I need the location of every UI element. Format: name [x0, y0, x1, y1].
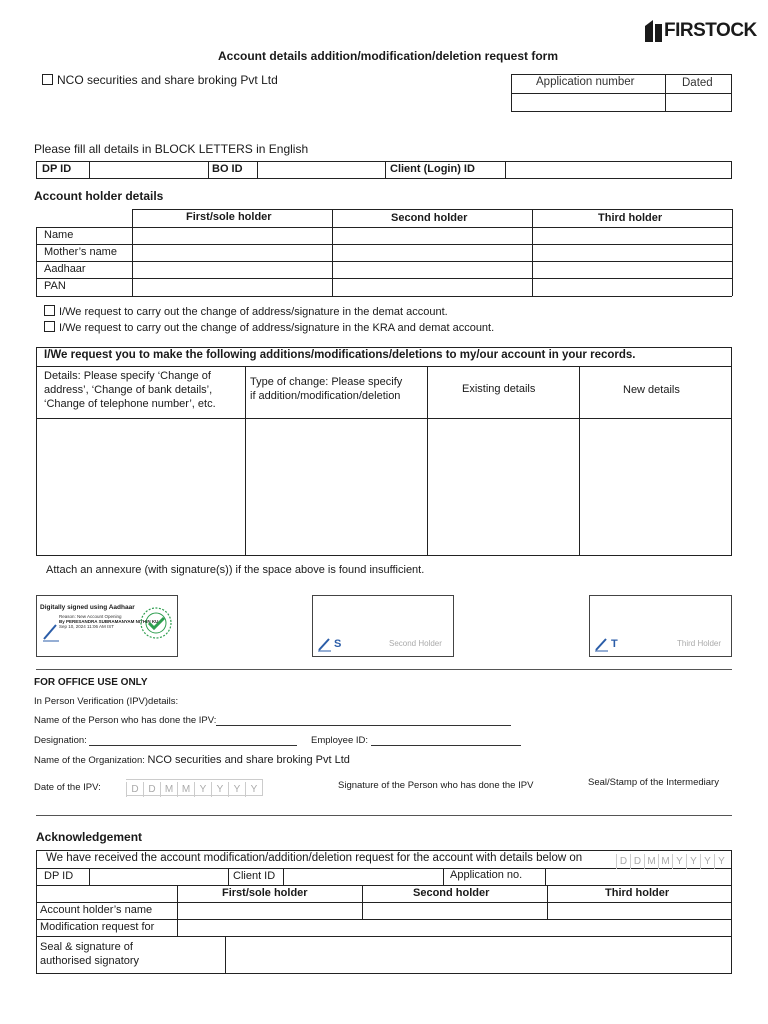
row-label-mothers-name: Mother’s name — [44, 246, 117, 258]
ipv-signature-label: Signature of the Person who has done the IPV — [338, 780, 534, 791]
ipv-person-name-label: Name of the Person who has done the IPV: — [34, 715, 217, 726]
header-second-holder: Second holder — [391, 212, 468, 224]
pen-icon — [594, 636, 610, 652]
ipv-date-box: M — [177, 782, 194, 797]
row-label-name: Name — [44, 229, 74, 241]
form-title: Account details addition/modification/deletion request form — [218, 49, 559, 63]
ack-date-box: Y — [672, 854, 686, 869]
new-details-header: New details — [623, 384, 680, 396]
aadhaar-stamp-date: Sep 10, 2024 11:06 AM IST — [59, 624, 114, 629]
designation-row — [34, 735, 297, 746]
designation-label: Designation: — [34, 735, 87, 746]
ack-seal-signature-line1: Seal & signature of — [40, 941, 133, 953]
existing-details-field[interactable] — [428, 419, 578, 555]
request-demat-checkbox[interactable] — [44, 305, 55, 316]
details-header-line1: Details: Please specify ‘Change of — [44, 370, 211, 382]
bo-id-field[interactable] — [258, 162, 384, 178]
ack-modification-for-label: Modification request for — [40, 921, 155, 933]
request-demat-text: I/We request to carry out the change of address/signature in the demat account. — [59, 306, 448, 318]
divider — [36, 815, 732, 816]
ipv-person-name — [34, 715, 511, 726]
ack-date-box: Y — [686, 854, 700, 869]
ack-seal-signature-field[interactable] — [226, 937, 731, 973]
designation-field[interactable] — [89, 735, 297, 746]
ack-dp-id-label: DP ID — [44, 870, 74, 882]
third-holder-signature — [589, 595, 732, 657]
header-first-holder: First/sole holder — [186, 211, 272, 223]
ack-date-box: D — [616, 854, 630, 869]
first-holder-signature — [36, 595, 178, 657]
request-kra-demat-text: I/We request to carry out the change of address/signature in the KRA and demat account. — [59, 322, 495, 334]
ipv-date-box: D — [126, 782, 143, 797]
ipv-date-box: Y — [245, 782, 262, 797]
aadhaar-stamp-title: Digitally signed using Aadhaar — [40, 604, 135, 611]
employee-id-row — [311, 735, 521, 746]
application-number-field[interactable] — [512, 94, 664, 111]
ipv-date-box: Y — [228, 782, 245, 797]
ack-holder-name-label: Account holder’s name — [40, 904, 153, 916]
second-holder-mark: S — [334, 638, 342, 650]
pen-icon — [41, 622, 61, 642]
ipv-person-name-field[interactable] — [216, 715, 511, 726]
ack-received-text: We have received the account modification/addition/deletion request for the account with details below on — [46, 852, 583, 864]
dp-id-field[interactable] — [90, 162, 207, 178]
ack-application-no-field[interactable] — [546, 869, 731, 884]
bo-id-label: BO ID — [212, 163, 243, 175]
verified-check-icon — [139, 606, 173, 640]
ipv-date-boxes[interactable] — [126, 779, 263, 796]
firstock-logo-icon — [645, 20, 663, 42]
application-number-label: Application number — [536, 76, 635, 88]
ack-client-id-label: Client ID — [233, 870, 276, 882]
ack-application-no-label: Application no. — [450, 869, 523, 881]
ipv-date-box: Y — [211, 782, 228, 797]
header-third-holder: Third holder — [598, 212, 663, 224]
second-holder-signature — [312, 595, 454, 657]
type-header-line1: Type of change: Please specify — [250, 376, 403, 388]
ack-client-id-field[interactable] — [284, 869, 442, 884]
acknowledgement-title: Acknowledgement — [36, 830, 143, 844]
brand-name: FIRSTOCK — [664, 20, 757, 41]
ack-seal-signature-line2: authorised signatory — [40, 955, 140, 967]
ipv-date-box: D — [143, 782, 160, 797]
row-label-aadhaar: Aadhaar — [44, 263, 86, 275]
dp-id-label: DP ID — [42, 163, 72, 175]
account-holder-title: Account holder details — [34, 189, 164, 203]
ack-date-box: M — [644, 854, 658, 869]
instruction-text: Please fill all details in BLOCK LETTERS in English — [34, 142, 309, 156]
ack-date-box: D — [630, 854, 644, 869]
changes-table-title: I/We request you to make the following additions/modifications/deletions to my/our account in your records. — [44, 349, 636, 361]
organization-label: Name of the Organization: — [34, 755, 145, 766]
company-line — [42, 73, 278, 87]
request-demat — [44, 305, 448, 318]
office-use-title: FOR OFFICE USE ONLY — [34, 677, 148, 688]
details-header-line2: address’, ‘Change of bank details’, — [44, 384, 213, 396]
ipv-date-box: Y — [194, 782, 211, 797]
annexure-note: Attach an annexure (with signature(s)) if the space above is found insufficient. — [46, 564, 425, 576]
employee-id-label: Employee ID: — [311, 735, 369, 746]
dated-label: Dated — [682, 77, 713, 89]
details-field[interactable] — [37, 419, 244, 555]
seal-stamp-label: Seal/Stamp of the Intermediary — [588, 777, 719, 788]
aadhaar-stamp-reason: Reason: New Account Opening — [59, 614, 122, 619]
organization-value: NCO securities and share broking Pvt Ltd — [147, 754, 350, 766]
ipv-date-box: M — [160, 782, 177, 797]
client-login-id-field[interactable] — [506, 162, 731, 178]
ack-date-box: Y — [700, 854, 714, 869]
dated-field[interactable] — [666, 94, 731, 111]
pen-icon — [317, 636, 333, 652]
existing-details-header: Existing details — [462, 383, 536, 395]
type-header-line2: if addition/modification/deletion — [250, 390, 401, 402]
divider — [36, 669, 732, 670]
request-kra-demat-checkbox[interactable] — [44, 321, 55, 332]
third-holder-mark: T — [611, 638, 618, 650]
ack-header-second-holder: Second holder — [413, 887, 490, 899]
ack-header-first-holder: First/sole holder — [222, 887, 308, 899]
company-name: NCO securities and share broking Pvt Ltd — [57, 73, 278, 87]
request-kra-demat — [44, 321, 494, 334]
row-label-pan: PAN — [44, 280, 66, 292]
aadhaar-stamp-signer: By PERESANDRA SUBRAMANYAM NITHIN KU — [59, 619, 159, 624]
company-checkbox[interactable] — [42, 74, 53, 85]
organization-row — [34, 754, 350, 766]
client-login-id-label: Client (Login) ID — [390, 163, 475, 175]
type-of-change-field[interactable] — [246, 419, 426, 555]
new-details-field[interactable] — [580, 419, 731, 555]
third-holder-label: Third Holder — [677, 639, 722, 648]
details-header-line3: ‘Change of telephone number’, etc. — [44, 398, 216, 410]
ack-date-box: M — [658, 854, 672, 869]
ipv-date-label: Date of the IPV: — [34, 782, 101, 793]
ack-date-boxes[interactable] — [616, 852, 728, 867]
employee-id-field[interactable] — [371, 735, 521, 746]
ack-date-box: Y — [714, 854, 728, 869]
second-holder-label: Second Holder — [389, 639, 442, 648]
ack-header-third-holder: Third holder — [605, 887, 670, 899]
ipv-details-label: In Person Verification (IPV)details: — [34, 696, 179, 707]
ack-dp-id-field[interactable] — [90, 869, 227, 884]
